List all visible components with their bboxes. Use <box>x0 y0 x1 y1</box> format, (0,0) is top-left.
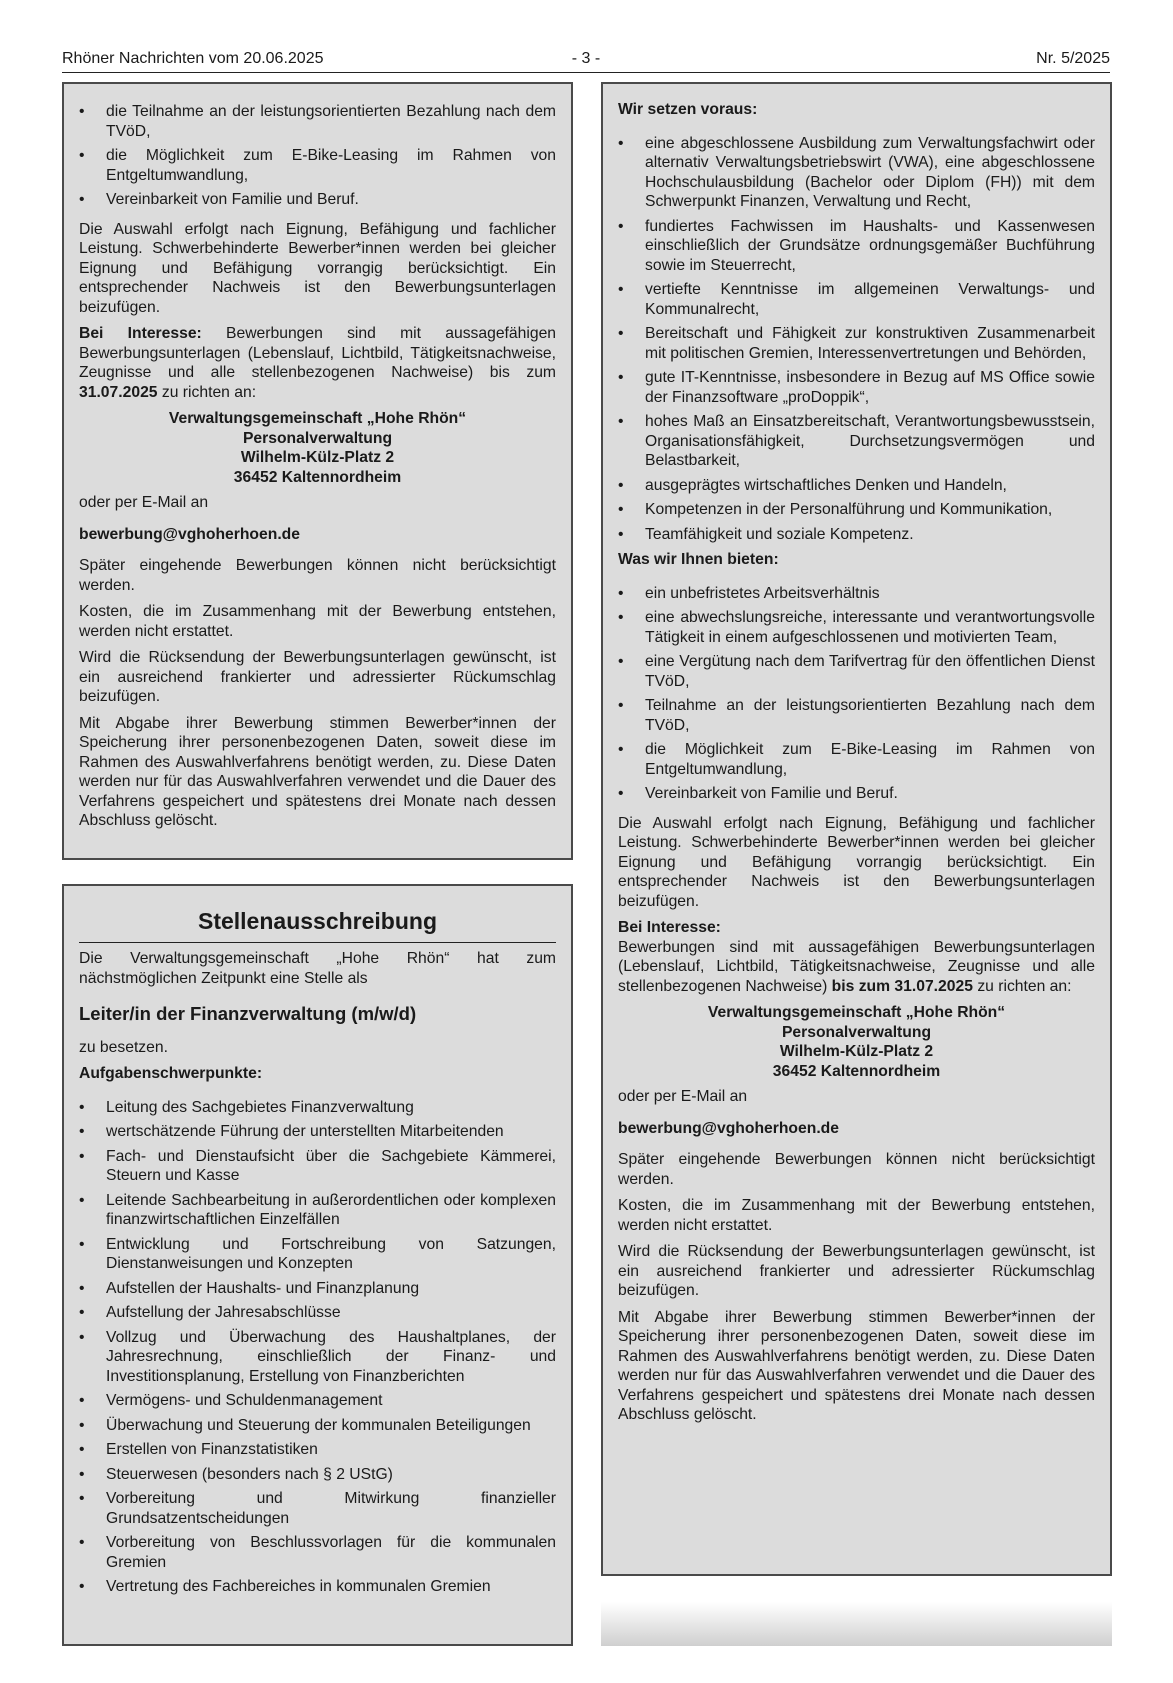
job-ad-continuation <box>601 82 1112 1576</box>
address-line: 36452 Kaltennordheim <box>233 468 402 486</box>
address-line: Verwaltungsgemeinschaft „Hohe Rhön“ <box>707 1004 1006 1021</box>
list-item: • eine abwechslungsreiche, interessante und verantwortungsvolle Tätigkeit in einem aufgeschlossenen und motivierten Team, <box>618 608 1095 647</box>
list-item: • Vorbereitung und Mitwirkung finanzieller Grundsatzentscheidungen <box>79 1489 556 1528</box>
list-item: • Kompetenzen in der Personalführung und Kommunikation, <box>618 500 1095 520</box>
list-item: • Fach- und Dienstaufsicht über die Sachgebiete Kämmerei, Steuern und Kasse <box>79 1147 556 1186</box>
list-item: • Teilnahme an der leistungsorientierten Bezahlung nach dem TVöD, <box>618 696 1095 735</box>
decorative-gradient-bar <box>601 1602 1112 1646</box>
to-fill: zu besetzen. <box>79 1038 168 1056</box>
address-line: Wilhelm-Külz-Platz 2 <box>240 449 395 466</box>
interest-tail: zu richten an: <box>161 383 257 401</box>
list-item: • Erstellen von Finanzstatistiken <box>79 1440 556 1460</box>
list-item: • Vertretung des Fachbereiches in kommunalen Gremien <box>79 1577 556 1597</box>
selection-text: Die Auswahl erfolgt nach Eignung, Befähigung und fachlicher Leistung. Schwerbehinderte Bewerber*innen werden bei gleicher Eignung und Befähigung vorrangig berücksichtigt. Ein entsprechender Nachweis ist den Bewerbungsunterlagen beizufügen. <box>79 220 556 316</box>
page-number: - 3 - <box>571 50 601 67</box>
list-item: • eine abgeschlossene Ausbildung zum Verwaltungsfachwirt oder alternativ Verwaltungsbetriebswirt (VWA), eine abgeschlossene Hochschulausbildung (Bachelor oder Diplom (FH)) mit dem Schwerpunkt Finanzen, Verwaltung und Recht, <box>618 134 1095 212</box>
list-item: • ausgeprägtes wirtschaftliches Denken und Handeln, <box>618 476 1095 496</box>
list-item: • hohes Maß an Einsatzbereitschaft, Verantwortungsbewusstsein, Organisationsfähigkeit, Durchsetzungsvermögen und Belastbarkeit, <box>618 412 1095 471</box>
list-item: • die Möglichkeit zum E-Bike-Leasing im Rahmen von Entgeltumwandlung, <box>618 740 1095 779</box>
address-line: Verwaltungsgemeinschaft „Hohe Rhön“ <box>168 410 467 427</box>
list-item: • die Teilnahme an der leistungsorientierten Bezahlung nach dem TVöD, <box>79 102 556 141</box>
deadline: bis zum 31.07.2025 <box>831 977 973 995</box>
address-block <box>618 1003 1095 1081</box>
email-link[interactable]: bewerbung@vghoherhoen.de <box>79 525 300 543</box>
list-item: • Vereinbarkeit von Familie und Beruf. <box>618 784 1095 804</box>
return-notice: Wird die Rücksendung der Bewerbungsunterlagen gewünscht, ist ein ausreichend frankierter und adressierter Rückumschlag beizufügen. <box>79 649 556 705</box>
interest-text: Bewerbungen sind mit aussagefähigen Bewerbungsunterlagen (Lebenslauf, Lichtbild, Tätigkeitsnachweise, Zeugnisse und alle stellenbezogenen Nachweise) bis zum <box>79 325 557 381</box>
newspaper-title: Rhöner Nachrichten vom 20.06.2025 <box>62 50 324 67</box>
late-notice: Später eingehende Bewerbungen können nicht berücksichtigt werden. <box>79 557 556 594</box>
list-item: • Entwicklung und Fortschreibung von Satzungen, Dienstanweisungen und Konzepten <box>79 1235 556 1274</box>
interest-paragraph <box>79 324 556 402</box>
costs-notice: Kosten, die im Zusammenhang mit der Bewerbung entstehen, werden nicht erstattet. <box>79 603 556 640</box>
address-line: Personalverwaltung <box>781 1023 932 1041</box>
interest-label: Bei Interesse: <box>79 325 202 342</box>
tasks-heading: Aufgabenschwerpunkte: <box>79 1065 263 1082</box>
address-line: Wilhelm-Külz-Platz 2 <box>779 1043 934 1060</box>
address-line: Personalverwaltung <box>242 429 393 447</box>
late-notice: Später eingehende Bewerbungen können nicht berücksichtigt werden. <box>618 1151 1095 1188</box>
job-ad-box <box>62 884 573 1646</box>
list-item: • Leitende Sachbearbeitung in außerordentlichen oder komplexen finanzwirtschaftlichen Einzelfällen <box>79 1191 556 1230</box>
interest-paragraph <box>618 918 1095 996</box>
interest-text: Bewerbungen sind mit aussagefähigen Bewerbungsunterlagen (Lebenslauf, Lichtbild, Tätigkeitsnachweise, Zeugnisse und alle stellenbezogenen Nachweise) <box>618 938 1095 995</box>
job-role: Leiter/in der Finanzverwaltung (m/w/d) <box>79 1003 417 1024</box>
list-item: • Leitung des Sachgebietes Finanzverwaltung <box>79 1098 556 1118</box>
email-intro: oder per E-Mail an <box>79 494 209 511</box>
list-item: • Überwachung und Steuerung der kommunalen Beteiligungen <box>79 1416 556 1436</box>
list-item: • wertschätzende Führung der unterstellten Mitarbeitenden <box>79 1122 556 1142</box>
offers-list <box>618 584 1095 804</box>
previous-ad-continuation <box>62 82 573 860</box>
privacy-notice: Mit Abgabe ihrer Bewerbung stimmen Bewerber*innen der Speicherung ihrer personenbezogenen Daten, soweit diese im Rahmen des Auswahlverfahrens benötigt werden, zu. Diese Daten werden nur für das Auswahlverfahren verwendet und die Dauer des Verfahrens gespeichert und spätestens drei Monate nach dessen Abschluss gelöscht. <box>618 1308 1095 1423</box>
list-item: • Vollzug und Überwachung des Haushaltplanes, der Jahresrechnung, einschließlich der Finanz- und Investitionsplanung, Erstellung von Finanzberichten <box>79 1328 556 1387</box>
benefits-list <box>79 102 556 210</box>
job-ad-intro: Die Verwaltungsgemeinschaft „Hohe Rhön“ hat zum nächstmöglichen Zeitpunkt eine Stelle als <box>79 950 556 987</box>
address-block <box>79 409 556 487</box>
list-item: • die Möglichkeit zum E-Bike-Leasing im Rahmen von Entgeltumwandlung, <box>79 146 556 185</box>
offers-heading: Was wir Ihnen bieten: <box>618 551 779 568</box>
list-item: • Steuerwesen (besonders nach § 2 UStG) <box>79 1465 556 1485</box>
page-header <box>62 48 1110 73</box>
list-item: • Aufstellung der Jahresabschlüsse <box>79 1303 556 1323</box>
tasks-list <box>79 1098 556 1597</box>
email-link[interactable]: bewerbung@vghoherhoen.de <box>618 1119 839 1137</box>
costs-notice: Kosten, die im Zusammenhang mit der Bewerbung entstehen, werden nicht erstattet. <box>618 1197 1095 1234</box>
requirements-heading: Wir setzen voraus: <box>618 101 758 118</box>
list-item: • Aufstellen der Haushalts- und Finanzplanung <box>79 1279 556 1299</box>
list-item: • ein unbefristetes Arbeitsverhältnis <box>618 584 1095 604</box>
job-ad-title: Stellenausschreibung <box>79 896 556 943</box>
list-item: • eine Vergütung nach dem Tarifvertrag für den öffentlichen Dienst TVöD, <box>618 652 1095 691</box>
interest-tail: zu richten an: <box>977 977 1072 995</box>
list-item: • vertiefte Kenntnisse im allgemeinen Verwaltungs- und Kommunalrecht, <box>618 280 1095 319</box>
privacy-notice: Mit Abgabe ihrer Bewerbung stimmen Bewerber*innen der Speicherung ihrer personenbezogenen Daten, soweit diese im Rahmen des Auswahlverfahrens benötigt werden, zu. Diese Daten werden nur für das Auswahlverfahren verwendet und die Dauer des Verfahrens gespeichert und spätestens drei Monate nach dessen Abschluss gelöscht. <box>79 714 556 829</box>
email-intro: oder per E-Mail an <box>618 1088 748 1105</box>
list-item: • Teamfähigkeit und soziale Kompetenz. <box>618 525 1095 545</box>
list-item: • gute IT-Kenntnisse, insbesondere in Bezug auf MS Office sowie der Finanzsoftware „proDoppik“, <box>618 368 1095 407</box>
interest-label: Bei Interesse: <box>618 919 721 936</box>
list-item: • Bereitschaft und Fähigkeit zur konstruktiven Zusammenarbeit mit politischen Gremien, Interessenvertretungen und Behörden, <box>618 324 1095 363</box>
list-item: • Vermögens- und Schuldenmanagement <box>79 1391 556 1411</box>
selection-text: Die Auswahl erfolgt nach Eignung, Befähigung und fachlicher Leistung. Schwerbehinderte Bewerber*innen werden bei gleicher Eignung und Befähigung vorrangig berücksichtigt. Ein entsprechender Nachweis ist den Bewerbungsunterlagen beizufügen. <box>618 814 1095 910</box>
return-notice: Wird die Rücksendung der Bewerbungsunterlagen gewünscht, ist ein ausreichend frankierter und adressierter Rückumschlag beizufügen. <box>618 1243 1095 1299</box>
list-item: • fundiertes Fachwissen im Haushalts- und Kassenwesen einschließlich der Grundsätze ordnungsgemäßer Buchführung sowie im Steuerrecht, <box>618 217 1095 276</box>
deadline: 31.07.2025 <box>79 383 158 401</box>
list-item: • Vereinbarkeit von Familie und Beruf. <box>79 190 556 210</box>
issue-number: Nr. 5/2025 <box>1036 50 1110 67</box>
list-item: • Vorbereitung von Beschlussvorlagen für die kommunalen Gremien <box>79 1533 556 1572</box>
requirements-list <box>618 134 1095 545</box>
address-line: 36452 Kaltennordheim <box>772 1062 941 1080</box>
